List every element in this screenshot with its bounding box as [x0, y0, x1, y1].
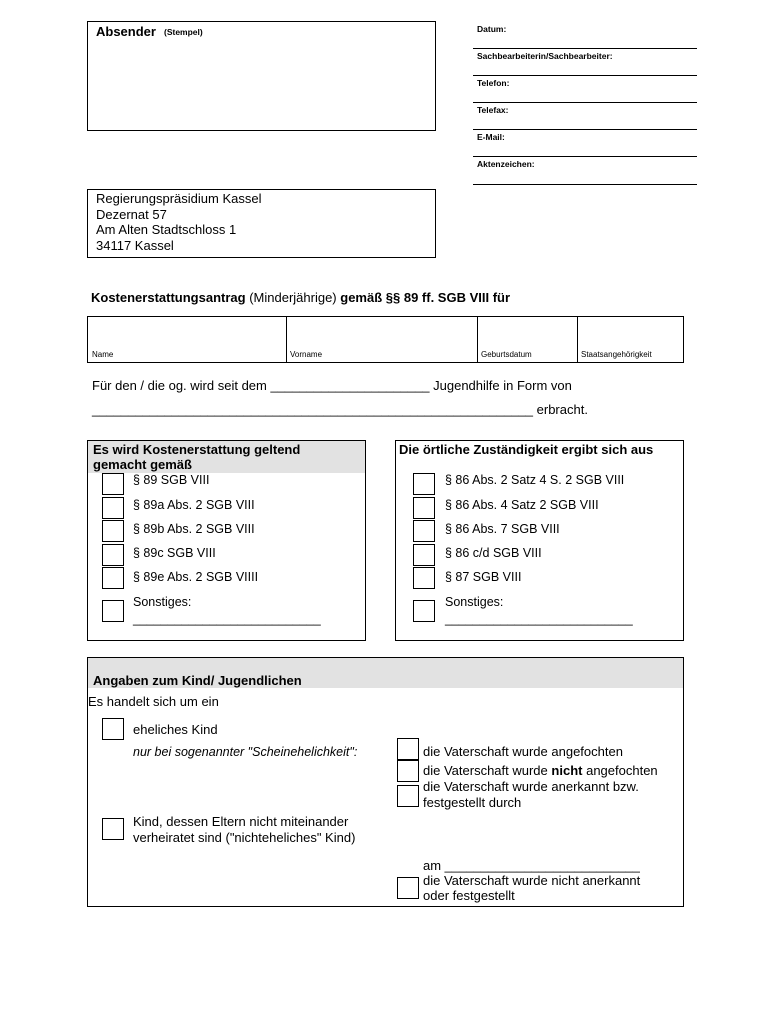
- option-86-4-label: § 86 Abs. 4 Satz 2 SGB VIII: [445, 498, 599, 512]
- caseworker-label: Sachbearbeiterin/Sachbearbeiter:: [477, 51, 613, 61]
- checkbox-87[interactable]: [413, 567, 435, 589]
- other-right-line[interactable]: ___________________________: [445, 612, 633, 626]
- pseudo-marital-note: nur bei sogenannter "Scheinehelichkeit":: [133, 745, 358, 759]
- option-89c-label: § 89c SGB VIII: [133, 546, 216, 560]
- other-right-label: Sonstiges:: [445, 595, 504, 609]
- birthdate-header: Geburtsdatum: [481, 350, 532, 359]
- option-86-2-label: § 86 Abs. 2 Satz 4 S. 2 SGB VIII: [445, 473, 625, 487]
- option-87-label: § 87 SGB VIII: [445, 570, 522, 584]
- form-title-normal: (Minderjährige): [249, 290, 337, 305]
- file-reference-field-line[interactable]: [473, 184, 697, 185]
- first-name-header: Vorname: [290, 350, 323, 359]
- option-86cd-label: § 86 c/d SGB VIII: [445, 546, 542, 560]
- address-line: Regierungspräsidium Kassel: [96, 191, 262, 206]
- nonmarital-child-label-1: Kind, dessen Eltern nicht miteinander: [133, 814, 349, 829]
- jurisdiction-title: Die örtliche Zuständigkeit ergibt sich aus: [399, 442, 654, 457]
- phone-label: Telefon:: [477, 78, 510, 88]
- paternity-acknowledged-label: die Vaterschaft wurde anerkannt bzw.: [423, 779, 639, 794]
- paternity-not-contested-label: [423, 763, 658, 778]
- caseworker-field-line[interactable]: [473, 75, 697, 76]
- checkbox-86-4[interactable]: [413, 497, 435, 519]
- youth-help-since-line[interactable]: Für den / die og. wird seit dem ______________________ Jugendhilfe in Form von: [92, 378, 572, 393]
- sender-box[interactable]: [87, 21, 436, 131]
- checkbox-89c[interactable]: [102, 544, 124, 566]
- address-line: Am Alten Stadtschloss 1: [96, 222, 237, 237]
- file-reference-label: Aktenzeichen:: [477, 159, 535, 169]
- paternity-contested-label: die Vaterschaft wurde angefochten: [423, 744, 623, 759]
- fax-field-line[interactable]: [473, 129, 697, 130]
- option-89e-label: § 89e Abs. 2 SGB VIIII: [133, 570, 259, 584]
- child-section-title: Angaben zum Kind/ Jugendlichen: [93, 673, 302, 688]
- checkbox-other-right[interactable]: [413, 600, 435, 622]
- other-left-line[interactable]: ___________________________: [133, 612, 321, 626]
- option-89a-label: § 89a Abs. 2 SGB VIII: [133, 498, 255, 512]
- checkbox-89a[interactable]: [102, 497, 124, 519]
- checkbox-paternity-acknowledged[interactable]: [397, 785, 419, 807]
- email-field-line[interactable]: [473, 156, 697, 157]
- fax-label: Telefax:: [477, 105, 509, 115]
- checkbox-86-7[interactable]: [413, 520, 435, 542]
- date-label: Datum:: [477, 24, 507, 34]
- checkbox-other-left[interactable]: [102, 600, 124, 622]
- paternity-not-emphasis: nicht: [551, 763, 583, 778]
- option-86-7-label: § 86 Abs. 7 SGB VIII: [445, 522, 560, 536]
- option-89b-label: § 89b Abs. 2 SGB VIII: [133, 522, 255, 536]
- child-intro: Es handelt sich um ein: [88, 694, 219, 709]
- form-title-bold: Kostenerstattungsantrag: [91, 290, 246, 305]
- checkbox-paternity-not-contested[interactable]: [397, 760, 419, 782]
- youth-help-form-line[interactable]: _____________________________________________________________ erbracht.: [92, 402, 588, 417]
- checkbox-marital-child[interactable]: [102, 718, 124, 740]
- nationality-header: Staatsangehörigkeit: [581, 350, 652, 359]
- jurisdiction-box: [395, 440, 684, 641]
- checkbox-paternity-contested[interactable]: [397, 738, 419, 760]
- checkbox-nonmarital-child[interactable]: [102, 818, 124, 840]
- paternity-not-contested-text: die Vaterschaft wurde: [423, 763, 548, 778]
- address-line: 34117 Kassel: [96, 237, 174, 253]
- paternity-determined-label: festgestellt durch: [423, 795, 522, 810]
- checkbox-86-2[interactable]: [413, 473, 435, 495]
- form-title-legal: gemäß §§ 89 ff. SGB VIII für: [340, 290, 511, 305]
- date-field-line[interactable]: [473, 48, 697, 49]
- checkbox-86cd[interactable]: [413, 544, 435, 566]
- phone-field-line[interactable]: [473, 102, 697, 103]
- checkbox-89e[interactable]: [102, 567, 124, 589]
- reimbursement-basis-title: Es wird Kostenerstattung geltend gemacht gemäß: [93, 442, 301, 472]
- checkbox-paternity-not-acknowledged[interactable]: [397, 877, 419, 899]
- paternity-not-determined-label: oder festgestellt: [423, 888, 515, 903]
- paternity-not-acknowledged-label: die Vaterschaft wurde nicht anerkannt: [423, 873, 641, 888]
- email-label: E-Mail:: [477, 132, 505, 142]
- marital-child-label: eheliches Kind: [133, 722, 218, 737]
- recipient-address-box: [87, 189, 436, 258]
- paternity-contested-word: angefochten: [586, 763, 658, 778]
- other-left-label: Sonstiges:: [133, 595, 192, 609]
- name-header: Name: [92, 350, 114, 359]
- form-title: [91, 290, 510, 305]
- nonmarital-child-label-2: verheiratet sind ("nichteheliches" Kind): [133, 830, 356, 845]
- checkbox-89[interactable]: [102, 473, 124, 495]
- option-89-label: § 89 SGB VIII: [133, 473, 210, 487]
- checkbox-89b[interactable]: [102, 520, 124, 542]
- sender-stamp-label: (Stempel): [164, 27, 203, 37]
- sender-label: Absender: [96, 24, 156, 39]
- address-line: Dezernat 57: [96, 206, 167, 222]
- date-on-line[interactable]: am ___________________________: [423, 858, 640, 873]
